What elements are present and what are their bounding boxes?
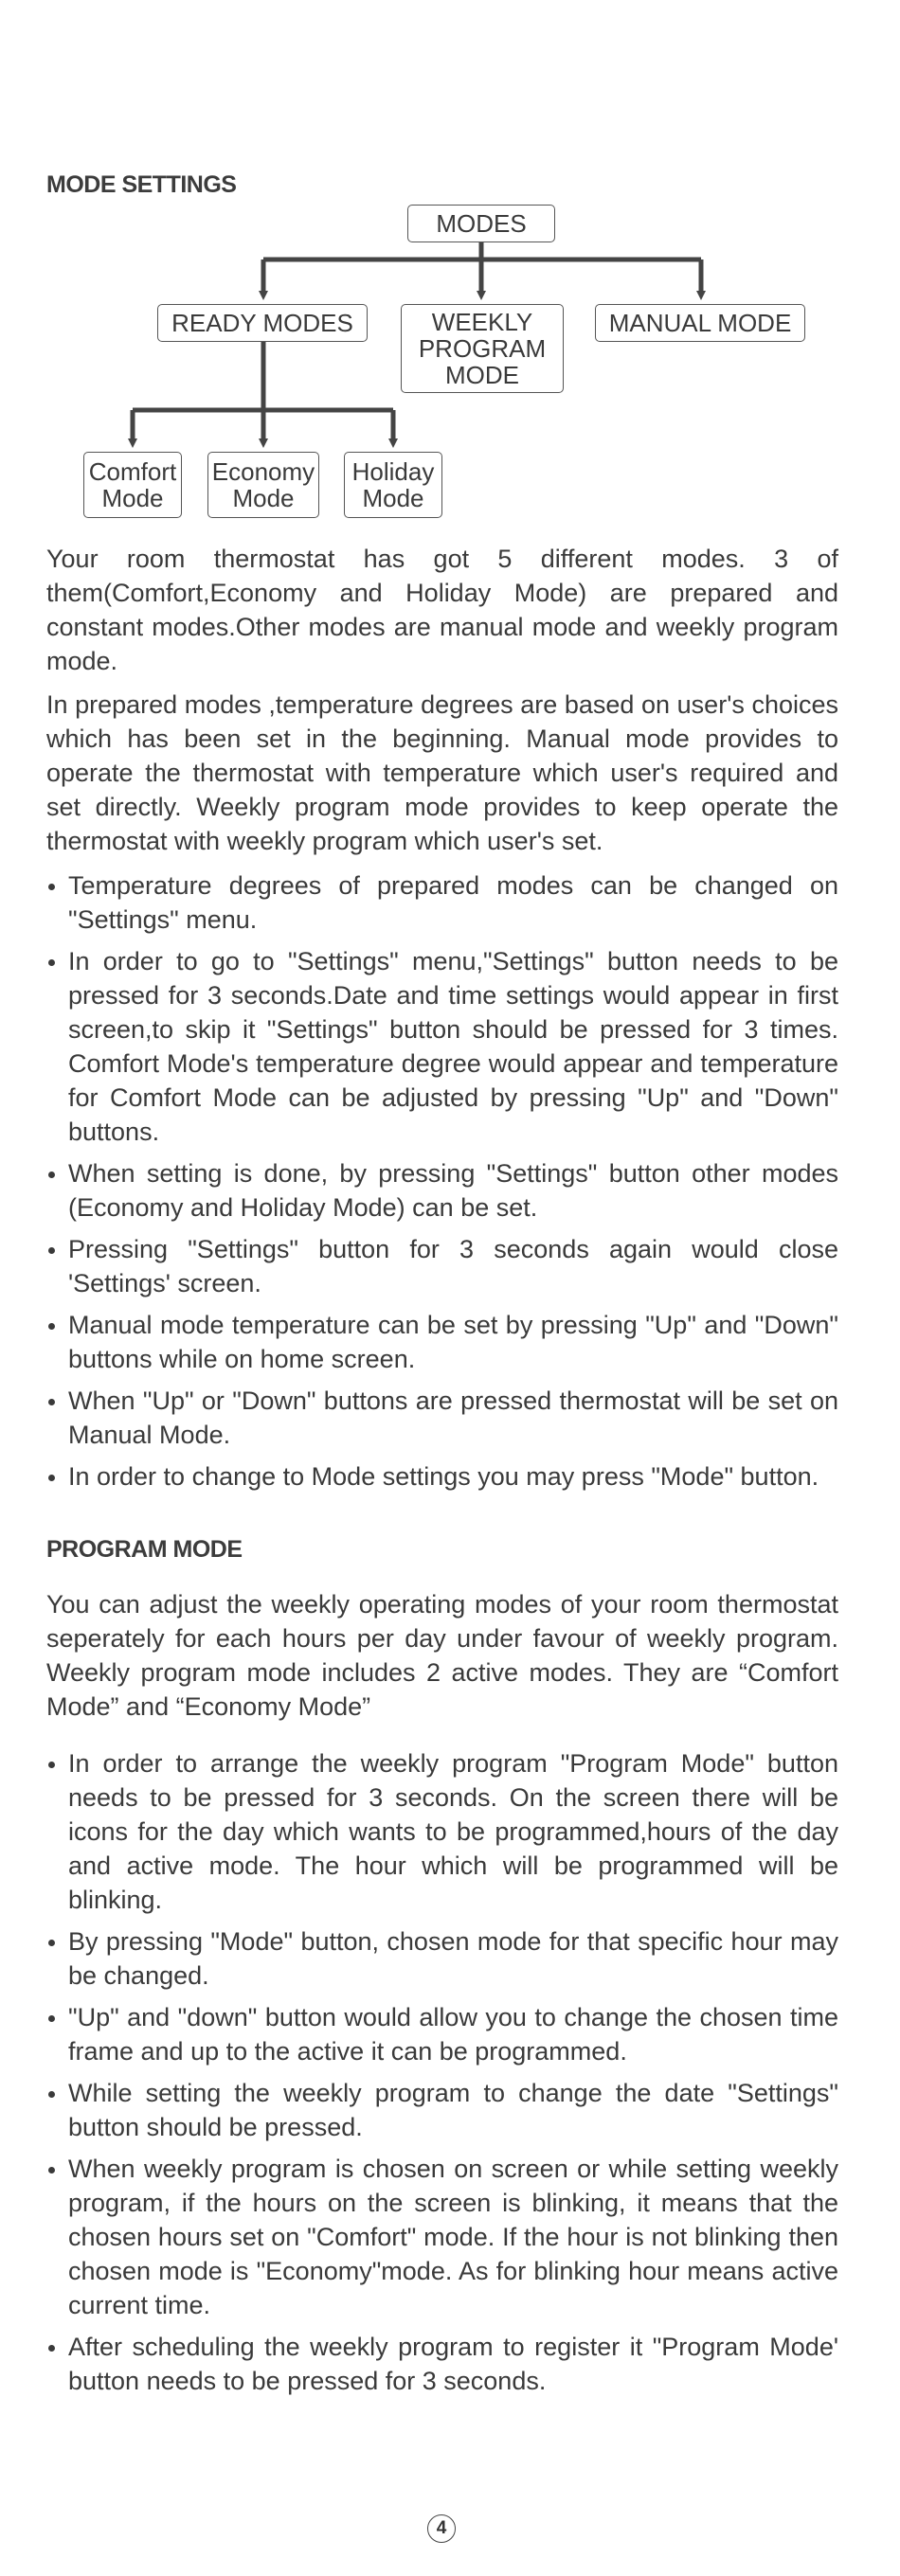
list-item: When "Up" or "Down" buttons are pressed thermostat will be set on Manual Mode. (46, 1384, 838, 1452)
node-modes: MODES (407, 205, 555, 242)
node-ready-modes: READY MODES (157, 304, 368, 342)
program-mode-bullet-list (46, 1746, 838, 2406)
mode-settings-heading: MODE SETTINGS (46, 171, 237, 198)
node-holiday-mode: Holiday Mode (344, 452, 442, 518)
list-item: When setting is done, by pressing "Settings" button other modes (Economy and Holiday Mode) can be set. (46, 1156, 838, 1225)
list-item: By pressing "Mode" button, chosen mode for that specific hour may be changed. (46, 1924, 838, 1993)
page-number: 4 (427, 2514, 456, 2543)
modes-intro-paragraph: Your room thermostat has got 5 different modes. 3 of them(Comfort,Economy and Holiday Mode) are prepared and constant modes.Other modes are manual mode and weekly program mode. (46, 545, 838, 675)
list-item: "Up" and "down" button would allow you to change the chosen time frame and up to the active it can be programmed. (46, 2000, 838, 2068)
list-item: Temperature degrees of prepared modes can be changed on "Settings" menu. (46, 868, 838, 937)
node-manual-mode: MANUAL MODE (595, 304, 805, 342)
list-item: After scheduling the weekly program to register it "Program Mode' button needs to be pressed for 3 seconds. (46, 2330, 838, 2398)
mode-settings-bullet-list (46, 868, 838, 1501)
program-mode-paragraph: You can adjust the weekly operating modes of your room thermostat seperately for each hours per day under favour of weekly program. Weekly program mode includes 2 active modes. They are “Comfort Mode” and “Economy Mode” (46, 1590, 838, 1721)
node-economy-mode: Economy Mode (207, 452, 319, 518)
list-item: In order to arrange the weekly program "Program Mode" button needs to be pressed for 3 seconds. On the screen there will be icons for the day which wants to be programmed,hours of the day and active mode. The hour which will be programmed will be blinking. (46, 1746, 838, 1917)
list-item: Manual mode temperature can be set by pressing "Up" and "Down" buttons while on home screen. (46, 1308, 838, 1376)
list-item: Pressing "Settings" button for 3 seconds again would close 'Settings' screen. (46, 1232, 838, 1300)
program-mode-heading: PROGRAM MODE (46, 1536, 243, 1563)
list-item: In order to change to Mode settings you may press "Mode" button. (46, 1459, 838, 1494)
list-item: When weekly program is chosen on screen or while setting weekly program, if the hours on the screen is blinking, it means that the chosen hours set on "Comfort" mode. If the hour is not blinking then chosen mode is "Economy"mode. As for blinking hour means active current time. (46, 2152, 838, 2322)
list-item: In order to go to "Settings" menu,"Settings" button needs to be pressed for 3 seconds.Date and time settings would appear in first screen,to skip it "Settings" button should be pressed for 3 times. Comfort Mode's temperature degree would appear and temperature for Comfort Mode can be adjusted by pressing "Up" and "Down" buttons. (46, 944, 838, 1149)
modes-diagram (0, 189, 900, 530)
prepared-modes-paragraph: In prepared modes ,temperature degrees are based on user's choices which has been set in the beginning. Manual mode provides to operate the thermostat with temperature which user's required and set directly. Weekly program mode provides to keep operate the thermostat with weekly program which user's set. (46, 690, 838, 855)
node-weekly-program-mode: WEEKLY PROGRAM MODE (401, 304, 564, 393)
node-comfort-mode: Comfort Mode (83, 452, 182, 518)
list-item: While setting the weekly program to change the date "Settings" button should be pressed. (46, 2076, 838, 2144)
